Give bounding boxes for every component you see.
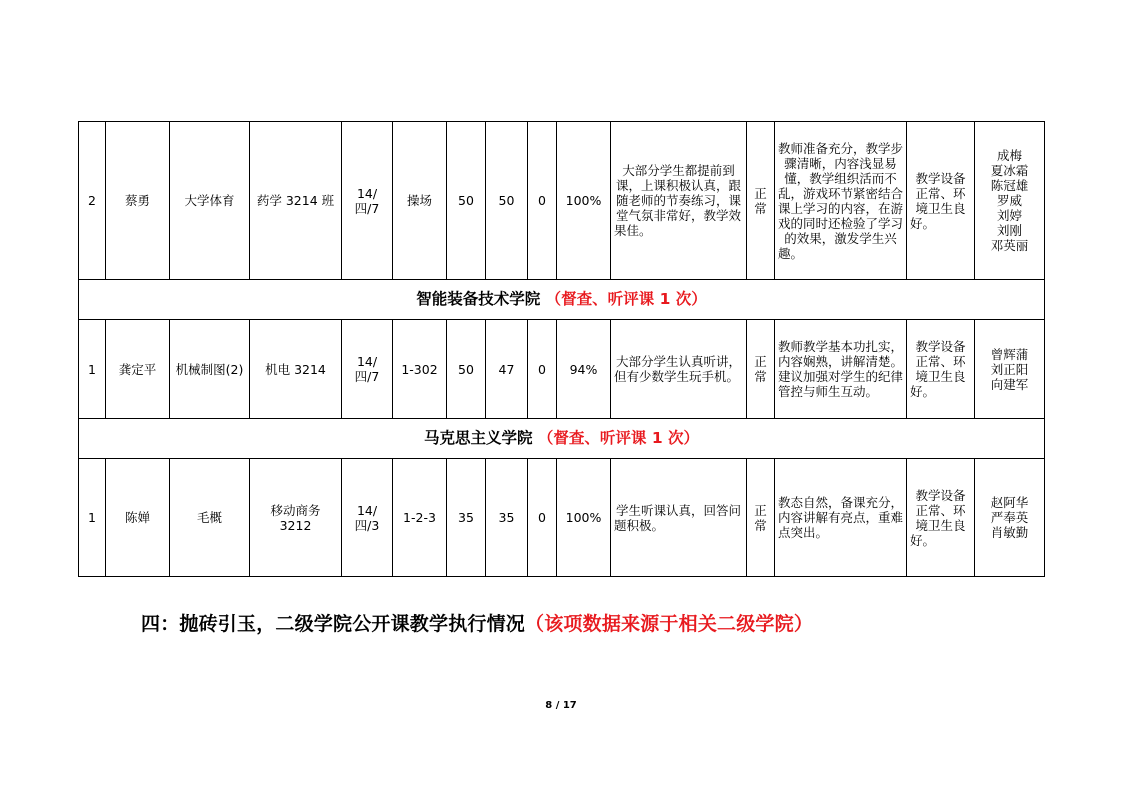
class-time: 14/四/3 — [342, 459, 393, 577]
teacher-name: 龚定平 — [106, 320, 170, 419]
attendance-rate: 94% — [557, 320, 611, 419]
page-number: 8 / 17 — [545, 700, 577, 711]
teaching-evaluation: 教师准备充分，教学步骤清晰，内容浅显易懂，教学组织活而不乱，游戏环节紧密结合课上学习的内容，在游戏的同时还检验了学习的效果，激发学生兴趣。 — [775, 122, 907, 280]
due-count: 35 — [447, 459, 486, 577]
inspection-table — [78, 121, 1045, 577]
section-header — [79, 280, 1045, 320]
absent-count: 0 — [528, 459, 557, 577]
class-time: 14/四/7 — [342, 320, 393, 419]
table-row — [79, 459, 1045, 577]
supervisor-name: 刘正阳 — [990, 361, 1029, 377]
teaching-evaluation: 教师教学基本功扎实，内容娴熟，讲解清楚。建议加强对学生的纪律管控与师生互动。 — [775, 320, 907, 419]
supervisor-list — [975, 122, 1045, 280]
teacher-name: 蔡勇 — [106, 122, 170, 280]
college-name: 马克思主义学院 — [424, 429, 533, 447]
section-note: （督查、听评课 1 次） — [545, 290, 707, 308]
heading-note: （该项数据来源于相关二级学院） — [525, 613, 814, 635]
supervisor-name: 肖敏勤 — [990, 525, 1029, 540]
due-count: 50 — [447, 320, 486, 419]
class-time: 14/四/7 — [342, 122, 393, 280]
attendance-rate: 100% — [557, 459, 611, 577]
table-row — [79, 320, 1045, 419]
college-name: 智能装备技术学院 — [416, 290, 541, 308]
supervisor-name: 赵阿华 — [990, 495, 1029, 510]
class-place: 操场 — [393, 122, 447, 280]
course-name: 大学体育 — [170, 122, 250, 280]
class-place: 1-2-3 — [393, 459, 447, 577]
class-order: 正常 — [747, 459, 775, 577]
student-evaluation: 大部分学生认真听讲，但有少数学生玩手机。 — [611, 320, 747, 419]
student-evaluation: 大部分学生都提前到课，上课积极认真，跟随老师的节奏练习，课堂气氛非常好，教学效果佳。 — [611, 122, 747, 280]
supervisor-name: 成梅 — [996, 148, 1022, 163]
class-order: 正常 — [747, 320, 775, 419]
absent-count: 0 — [528, 122, 557, 280]
facility-status: 教学设备正常、环境卫生良好。 — [907, 122, 975, 280]
supervisor-name: 夏冰霜 — [990, 163, 1029, 178]
facility-status: 教学设备正常、环境卫生良好。 — [907, 320, 975, 419]
supervisor-name: 陈冠雄 — [990, 178, 1029, 193]
table-row — [79, 122, 1045, 280]
row-number: 1 — [79, 320, 106, 419]
section-title — [79, 419, 1045, 459]
supervisor-name: 罗威 — [996, 193, 1022, 208]
section-header — [79, 419, 1045, 459]
supervisor-name: 向建军 — [990, 376, 1029, 392]
section-heading — [141, 609, 813, 636]
actual-count: 35 — [486, 459, 528, 577]
supervisor-name: 刘婷 — [996, 208, 1022, 223]
class-name: 机电 3214 — [250, 320, 342, 419]
absent-count: 0 — [528, 320, 557, 419]
supervisor-list — [975, 320, 1045, 419]
due-count: 50 — [447, 122, 486, 280]
actual-count: 47 — [486, 320, 528, 419]
supervisor-name: 邓英丽 — [990, 238, 1029, 253]
supervisor-list — [975, 459, 1045, 577]
facility-status: 教学设备正常、环境卫生良好。 — [907, 459, 975, 577]
section-note: （督查、听评课 1 次） — [537, 429, 699, 447]
row-number: 1 — [79, 459, 106, 577]
supervisor-name: 严奉英 — [990, 510, 1029, 525]
section-title — [79, 280, 1045, 320]
row-number: 2 — [79, 122, 106, 280]
teaching-evaluation: 教态自然，备课充分，内容讲解有亮点，重难点突出。 — [775, 459, 907, 577]
course-name: 机械制图(2) — [170, 320, 250, 419]
teacher-name: 陈婵 — [106, 459, 170, 577]
actual-count: 50 — [486, 122, 528, 280]
class-place: 1-302 — [393, 320, 447, 419]
class-order: 正常 — [747, 122, 775, 280]
attendance-rate: 100% — [557, 122, 611, 280]
class-name: 移动商务 3212 — [250, 459, 342, 577]
heading-main: 四：抛砖引玉，二级学院公开课教学执行情况 — [141, 613, 526, 635]
supervisor-name: 刘刚 — [996, 223, 1022, 238]
student-evaluation: 学生听课认真，回答问题积极。 — [611, 459, 747, 577]
class-name: 药学 3214 班 — [250, 122, 342, 280]
supervisor-name: 曾辉蒲 — [990, 346, 1029, 362]
course-name: 毛概 — [170, 459, 250, 577]
